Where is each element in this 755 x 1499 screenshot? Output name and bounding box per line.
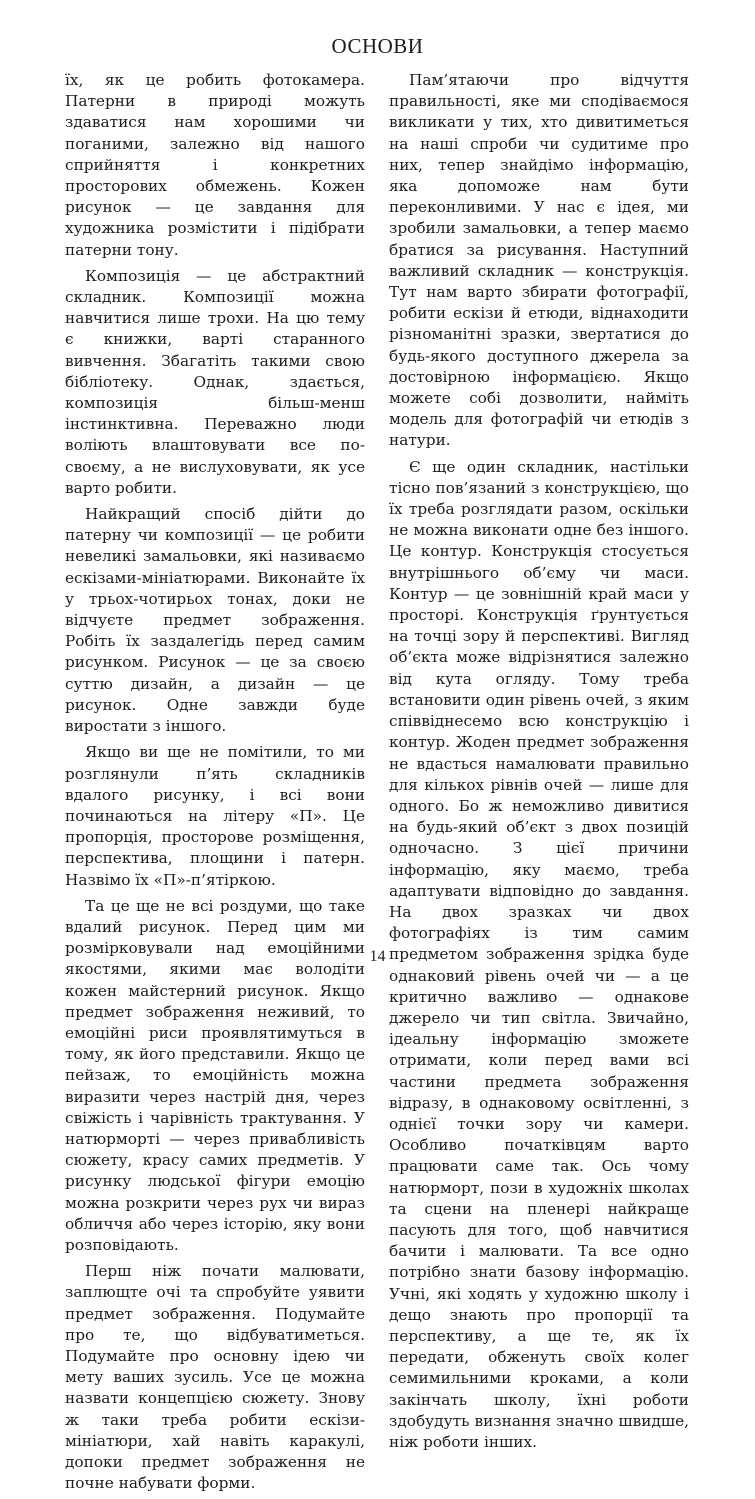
left-text-column (65, 70, 365, 1499)
right-text-column (389, 70, 689, 1458)
paragraph-construction: Пам’ятаючи про відчуття правильності, яке ми сподіваємося викликати у тих, хто дивитиметься на наші спроби чи судитиме про них, тепер знайдімо інформацію, яка допоможе нам бути переконливими. У нас є ідея, ми зробили замальовки, а тепер маємо братися за рисування. Наступний важливий складник — конструкція. Тут нам варто збирати фотографії, робити ескізи й етюди, віднаходити різноманітні зразки, звертатися до будь-якого доступного джерела за достовірною інформацією. Якщо можете собі дозволити, найміть модель для фотографій чи етюдів з натури. (389, 71, 689, 450)
paragraph-five-p: Якщо ви ще не помітили, то ми розглянули п’ять складників вдалого рисунку, і всі вони починаються на літеру «П». Це пропорція, просторове розміщення, перспектива, площини і патерн. Назвімо їх «П»-п’ятіркою. (65, 743, 365, 889)
paragraph-patterns-continued: їх, як це робить фотокамера. Патерни в природі можуть здаватися нам хорошими чи поганими, залежно від нашого сприйняття і конкретних просторових обмежень. Кожен рисунок — це завдання для художника розмістити і підібрати патерни тону. (65, 71, 365, 259)
paragraph-contour: Є ще один складник, настільки тісно пов’язаний з конструкцією, що їх треба розглядати разом, оскільки не можна виконати одне без іншого. Це контур. Конструкція стосується внутрішнього об’єму чи маси. Контур — це зовнішній край маси у просторі. Конструкція ґрунтується на точці зору й перспективі. Вигляд об’єкта може відрізнятися залежно від кута огляду. Тому треба встановити один рівень очей, з яким співвіднесемо всю конструкцію і контур. Жоден предмет зображення не вдасться намалювати правильно для кількох рівнів очей — лише для одного. Бо ж неможливо дивитися на будь-який об’єкт з двох позицій одночасно. З цієї причини інформацію, яку маємо, треба адаптувати відповідно до завдання. На двох зразках чи двох фотографіях із тим самим предметом зображення зрідка буде однаковий рівень очей чи — а це критично важливо — однакове джерело чи тип світла. Звичайно, ідеальну інформацію зможете отримати, коли перед вами всі частини предмета зображення відразу, в однаковому освітленні, з однієї точки зору чи камери. Особливо початківцям варто працювати саме так. Ось чому натюрморт, пози в художніх школах та сцени на пленері найкраще пасують для того, щоб навчитися бачити і малювати. Та все одно потрібно знати базову інформацію. Учні, які ходять у художню школу і дещо знають про пропорції та перспективу, а ще те, як їх передати, обженуть своїх колег семимильними кроками, а коли закінчать школу, їхні роботи здобудуть визнання значно швидше, ніж роботи інших. (389, 457, 689, 1451)
paragraph-concept: Перш ніж почати малювати, заплющте очі та спробуйте уявити предмет зображення. Подумайте про те, що відбуватиметься. Подумайте про основну ідею чи мету ваших зусиль. Усе це можна назвати концепцією сюжету. Знову ж таки треба робити ескізи-мініатюри, хай навіть каракулі, допоки предмет зображення не почне набувати форми. (65, 1262, 365, 1493)
page-title: ОСНОВИ (331, 34, 424, 58)
paragraph-thumbnail-sketches: Найкращий спосіб дійти до патерну чи композиції — це робити невеликі замальовки, які називаємо ескізами-мініатюрами. Виконайте їх у трьох-чотирьох тонах, доки не відчуєте предмет зображення. Робіть їх заздалегідь перед самим рисунком. Рисунок — це за своєю суттю дизайн, а дизайн — це рисунок. Одне завжди буде виростати з іншого. (65, 505, 365, 736)
page-number: 14 (369, 948, 386, 965)
paragraph-composition: Композиція — це абстрактний складник. Композиції можна навчитися лише трохи. На цю тему є книжки, варті старанного вивчення. Збагатіть такими свою бібліотеку. Однак, здається, композиція більш-менш інстинктивна. Переважно люди воліють влаштовувати все по-своєму, а не вислуховувати, як усе варто робити. (65, 266, 365, 497)
paragraph-emotional-qualities: Та це ще не всі роздуми, що таке вдалий рисунок. Перед цим ми розмірковували над емоційними якостями, якими має володіти кожен майстерний рисунок. Якщо предмет зображення неживий, то емоційні риси проявлятимуться в тому, як його представили. Якщо це пейзаж, то емоційність можна виразити через настрій дня, через свіжість і чарівність трактування. У натюрморті — через привабливість сюжету, красу самих предметів. У рисунку людської фігури емоцію можна розкрити через рух чи вираз обличчя або через історію, яку вони розповідають. (65, 896, 365, 1254)
